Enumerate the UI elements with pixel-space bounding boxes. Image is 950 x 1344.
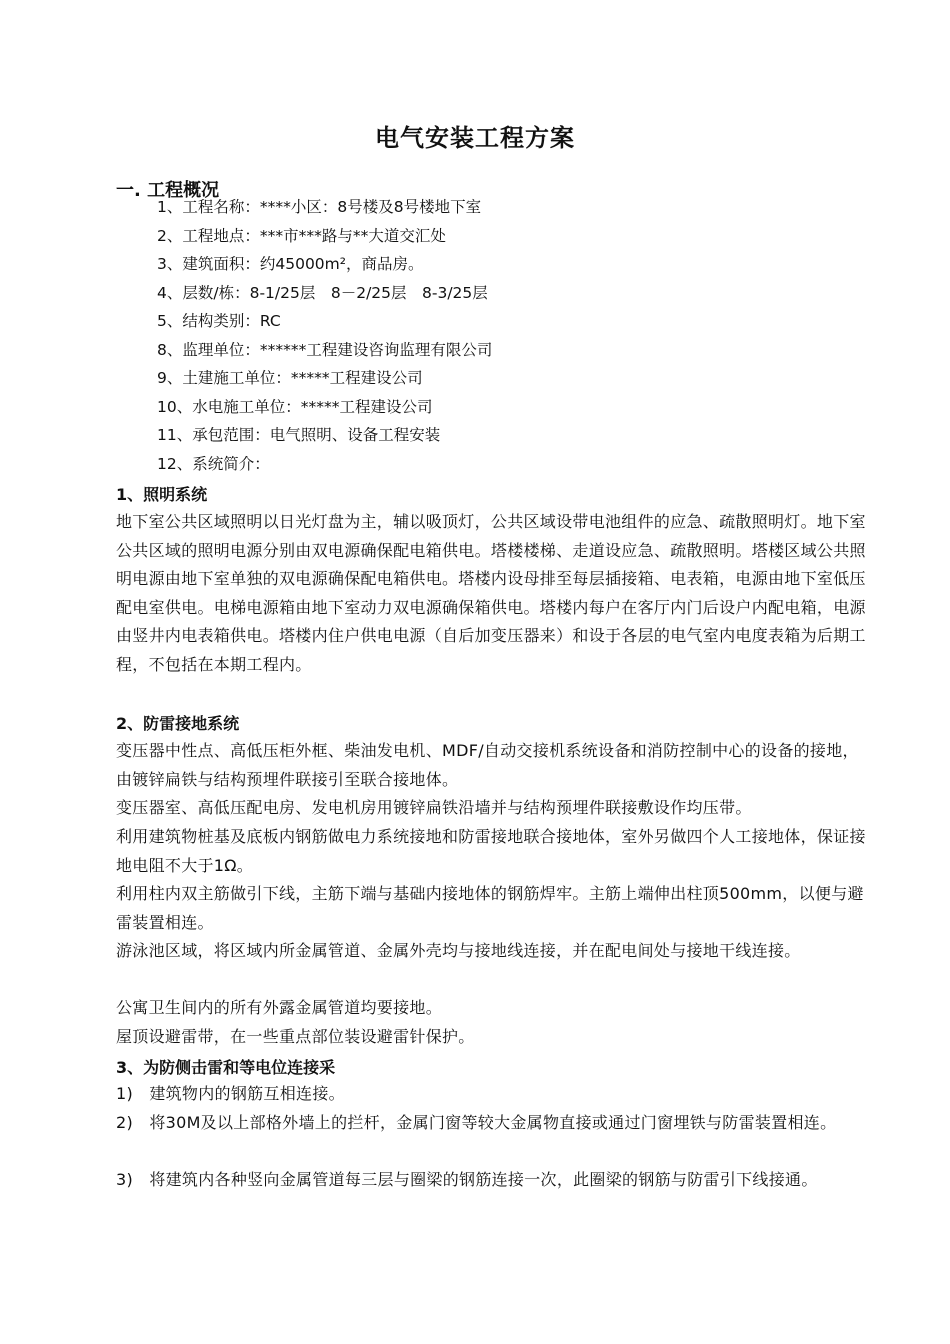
overview-item-supervisor: 8、监理单位：******工程建设咨询监理有限公司 — [157, 341, 493, 359]
grounding-paragraph-1: 变压器中性点、高低压柜外框、柴油发电机、MDF/自动交接机系统设备和消防控制中心的设备的接地，由镀锌扁铁与结构预埋件联接引至联合接地体。 — [116, 741, 859, 789]
grounding-paragraph-6: 公寓卫生间内的所有外露金属管道均要接地。 — [116, 998, 443, 1017]
document-title: 电气安装工程方案 — [375, 124, 575, 152]
overview-item-name: 1、工程名称：****小区：8号楼及8号楼地下室 — [157, 198, 482, 216]
section-heading-equipotential: 3、为防侧击雷和等电位连接采 — [116, 1058, 336, 1077]
section-heading-lighting: 1、照明系统 — [116, 485, 208, 504]
overview-item-scope: 11、承包范围：电气照明、设备工程安装 — [157, 426, 441, 444]
overview-item-system-intro: 12、系统简介： — [157, 455, 270, 473]
lighting-paragraph: 地下室公共区域照明以日光灯盘为主，辅以吸顶灯，公共区域设带电池组件的应急、疏散照明灯。地下室公共区域的照明电源分别由双电源确保配电箱供电。塔楼楼梯、走道设应急、疏散照明。塔楼区域公共照明电源由地下室单独的双电源确保配电箱供电。塔楼内设母排至每层插接箱、电表箱，电源由地下室低压配电室供电。电梯电源箱由地下室动力双电源确保箱供电。塔楼内每户在客厅内门后设户内配电箱，电源由竖井内电表箱供电。塔楼内住户供电电源（自后加变压器来）和设于各层的电气室内电度表箱为后期工程，不包括在本期工程内。 — [116, 512, 866, 674]
grounding-paragraph-2: 变压器室、高低压配电房、发电机房用镀锌扁铁沿墙并与结构预埋件联接敷设作均压带。 — [116, 798, 752, 817]
equipotential-item-1: 1) 建筑物内的钢筋互相连接。 — [116, 1084, 345, 1103]
overview-item-location: 2、工程地点：***市***路与**大道交汇处 — [157, 227, 446, 245]
overview-item-civil-contractor: 9、土建施工单位：*****工程建设公司 — [157, 369, 423, 387]
grounding-paragraph-5: 游泳池区域，将区域内所金属管道、金属外壳均与接地线连接，并在配电间处与接地干线连接。 — [116, 941, 801, 960]
equipotential-item-2: 2) 将30M及以上部格外墙上的拦杆，金属门窗等较大金属物直接或通过门窗埋铁与防雷装置相连。 — [116, 1113, 837, 1132]
overview-item-area: 3、建筑面积：约45000m²，商品房。 — [157, 255, 424, 273]
section-heading-grounding: 2、防雷接地系统 — [116, 714, 240, 733]
equipotential-item-3: 3) 将建筑内各种竖向金属管道每三层与圈梁的钢筋连接一次，此圈梁的钢筋与防雷引下线接通。 — [116, 1170, 818, 1189]
overview-item-structure: 5、结构类别：RC — [157, 312, 281, 330]
grounding-paragraph-4: 利用柱内双主筋做引下线，主筋下端与基础内接地体的钢筋焊牢。主筋上端伸出柱顶500mm，以便与避雷装置相连。 — [116, 884, 864, 932]
overview-item-floors: 4、层数/栋：8-1/25层 8－2/25层 8-3/25层 — [157, 284, 488, 302]
grounding-paragraph-7: 屋顶设避雷带，在一些重点部位装设避雷针保护。 — [116, 1027, 475, 1046]
section-heading-overview: 一. 工程概况 — [116, 180, 220, 201]
overview-item-mep-contractor: 10、水电施工单位：*****工程建设公司 — [157, 398, 433, 416]
grounding-paragraph-3: 利用建筑物桩基及底板内钢筋做电力系统接地和防雷接地联合接地体，室外另做四个人工接地体，保证接地电阻不大于1Ω。 — [116, 827, 866, 875]
